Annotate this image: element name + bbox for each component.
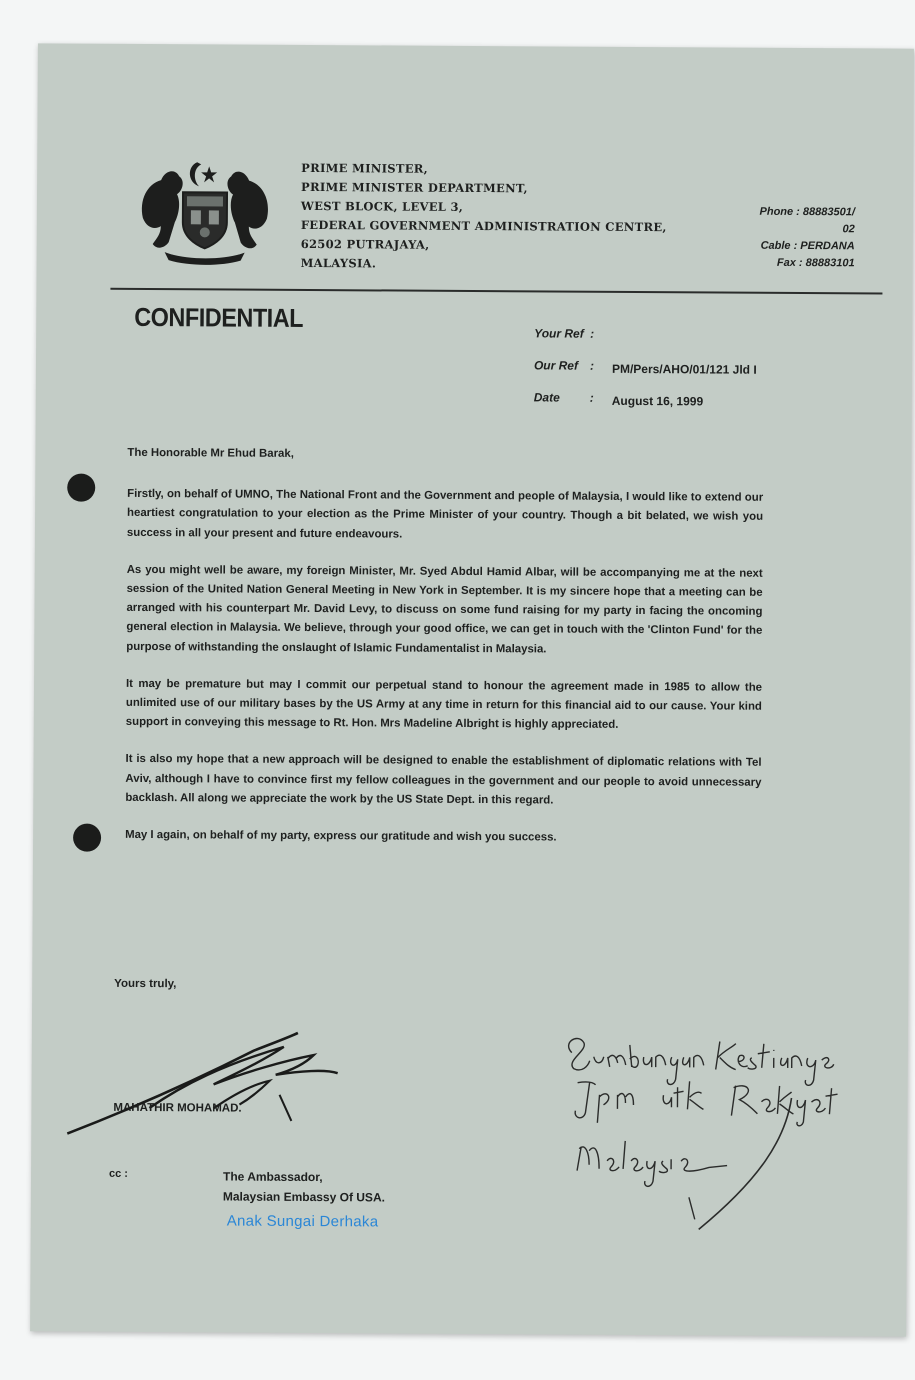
signer-name: MAHATHIR MOHAMAD. — [113, 1101, 242, 1115]
closing: Yours truly, — [114, 977, 177, 991]
letterhead-divider — [110, 288, 882, 295]
body-paragraph: As you might well be aware, my foreign Minister, Mr. Syed Abdul Hamid Albar, will be accompanying me at the next session of the United Nation General Meeting in New York in September. It is my sincere hope that a meeting can be arranged with his counterpart Mr. David Levy, to discuss on some fund raising for my party in facing the oncoming general election in Malaysia. We believe, through your good office, we can get in touch with the 'Clinton Fund' for the purpose of withstanding the onslaught of Islamic Fundamentalist in Malaysia. — [126, 563, 763, 656]
letterhead-address — [301, 159, 668, 275]
our-ref-value: PM/Pers/AHO/01/121 Jld I — [611, 361, 757, 377]
classification-stamp: CONFIDENTIAL — [134, 301, 304, 333]
handwritten-note-icon — [559, 1029, 860, 1241]
body-paragraph: Firstly, on behalf of UMNO, The National Front and the Government and people of Malaysia, I would like to extend our heartiest congratulation to your election as the Prime Minister of your country. Though a bit belated, we wish you success in all your present and future endeavours. — [126, 488, 764, 541]
ref-colon: : — [589, 390, 594, 405]
phone-number: Phone : 88883501/ — [759, 205, 855, 219]
letterhead-contact — [759, 204, 855, 273]
ref-colon: : — [590, 326, 595, 341]
address-line: PRIME MINISTER, — [301, 160, 429, 176]
punch-hole-mark — [73, 824, 101, 852]
signature-icon — [63, 1024, 344, 1146]
salutation: The Honorable Mr Ehud Barak, — [127, 446, 294, 460]
body-paragraph: May I again, on behalf of my party, express our gratitude and wish you success. — [125, 828, 557, 844]
coat-of-arms-icon — [135, 156, 276, 267]
reference-block — [533, 326, 757, 422]
address-line: PRIME MINISTER DEPARTMENT, — [301, 179, 528, 196]
cc-recipient — [223, 1166, 385, 1207]
body-paragraph: It is also my hope that a new approach will be designed to enable the establishment of diplomatic relations with Tel Aviv, although I have to convince first my fellow colleagues in the government and our people to avoid unnecessary backlash. All along we appreciate the work by the US State Dept. in this regard. — [125, 753, 762, 807]
cc-label: cc : — [109, 1167, 129, 1180]
address-line: 62502 PUTRAJAYA, — [300, 236, 430, 252]
date-label: Date — [533, 390, 560, 405]
letter-page — [30, 43, 914, 1336]
address-line: WEST BLOCK, LEVEL 3, — [300, 198, 464, 214]
letter-body — [125, 444, 764, 867]
address-line: MALAYSIA. — [300, 255, 377, 271]
body-paragraph: It may be premature but may I commit our perpetual stand to honour the agreement made in 1985 to allow the unlimited use of our military bases by the US Army at any time in return for this financial aid to our cause. Your kind support in conveying this message to Rt. Hon. Mrs Madeline Albright is highly appreciated. — [125, 677, 763, 732]
phone-extension: 02 — [842, 223, 855, 236]
our-ref-label: Our Ref — [533, 358, 579, 373]
ref-colon: : — [589, 358, 595, 373]
cc-line: The Ambassador, — [222, 1169, 323, 1185]
punch-hole-mark — [67, 474, 95, 502]
address-line: FEDERAL GOVERNMENT ADMINISTRATION CENTRE, — [300, 217, 667, 235]
your-ref-label: Your Ref — [534, 326, 584, 341]
cable-address: Cable : PERDANA — [760, 239, 855, 253]
fax-number: Fax : 88883101 — [776, 256, 855, 270]
cc-line: Malaysian Embassy Of USA. — [222, 1189, 386, 1205]
watermark-text: Anak Sungai Derhaka — [226, 1212, 379, 1231]
date-value: August 16, 1999 — [611, 393, 704, 409]
